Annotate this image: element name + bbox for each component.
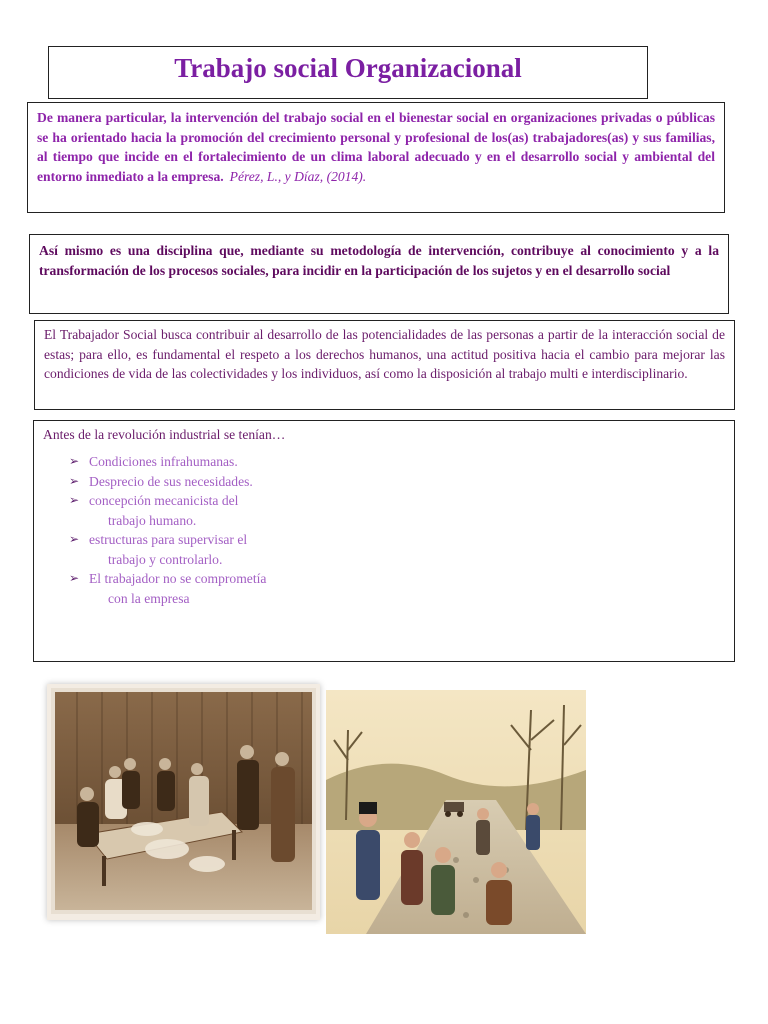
intro-box — [27, 102, 725, 213]
roadwork-painting-illustration — [326, 690, 586, 934]
intro-text: De manera particular, la intervención del trabajo social en el bienestar social en organizaciones privadas o públicas se ha orientado hacia la promoción del crecimiento personal y profesional de los(as) trabajadores(as) y sus familias, al tiempo que incide en el fortalecimiento de un clima laboral adecuado y en el desarrollo social y ambiental del entorno inmediato a la empresa. — [37, 110, 715, 184]
list-item-line2: trabajo humano. — [108, 512, 197, 528]
before-revolution-intro: Antes de la revolución industrial se tenían… — [43, 427, 286, 442]
painting-road-workers — [326, 690, 586, 934]
arrow-bullet-icon: ➢ — [69, 532, 80, 546]
before-revolution-box — [33, 420, 735, 662]
workshop-photo-illustration — [47, 684, 320, 920]
arrow-bullet-icon: ➢ — [69, 454, 80, 468]
list-item-line1: El trabajador no se comprometía — [89, 571, 267, 586]
arrow-bullet-icon: ➢ — [69, 493, 80, 507]
list-item — [69, 569, 725, 608]
list-item-line2: trabajo y controlarlo. — [108, 551, 223, 567]
before-revolution-list — [43, 452, 725, 608]
title-box — [48, 46, 648, 99]
list-item — [69, 452, 725, 472]
list-item-line2: con la empresa — [108, 590, 190, 606]
list-item-line1: estructuras para supervisar el — [89, 532, 248, 547]
list-item-line1: concepción mecanicista del — [89, 493, 239, 508]
list-item — [69, 472, 725, 492]
intro-paragraph — [37, 108, 715, 186]
social-worker-text: El Trabajador Social busca contribuir al desarrollo de las potencialidades de las personas a partir de la interacción social de estas; para ello, es fundamental el respeto a los derechos humanos, una actitud positiva hacia el cambio para mejorar las condiciones de vida de las colectividades y los individuos, así como la disposición al trabajo multi e interdisciplinario. — [44, 327, 725, 381]
page-title: Trabajo social Organizacional — [174, 53, 522, 83]
intro-citation: Pérez, L., y Díaz, (2014). — [229, 168, 367, 184]
discipline-box — [29, 234, 729, 314]
list-item-line1: Desprecio de sus necesidades. — [89, 473, 253, 489]
social-worker-box — [34, 320, 735, 410]
discipline-text: Así mismo es una disciplina que, mediante su metodología de intervención, contribuye al conocimiento y a la transformación de los procesos sociales, para incidir en la participación de los sujetos y en el desarrollo social — [39, 243, 719, 278]
arrow-bullet-icon: ➢ — [69, 571, 80, 585]
sepia-photo-women-workshop — [47, 684, 320, 920]
arrow-bullet-icon: ➢ — [69, 473, 80, 488]
list-item — [69, 491, 725, 530]
list-item — [69, 530, 725, 569]
list-item-line1: Condiciones infrahumanas. — [89, 454, 238, 469]
